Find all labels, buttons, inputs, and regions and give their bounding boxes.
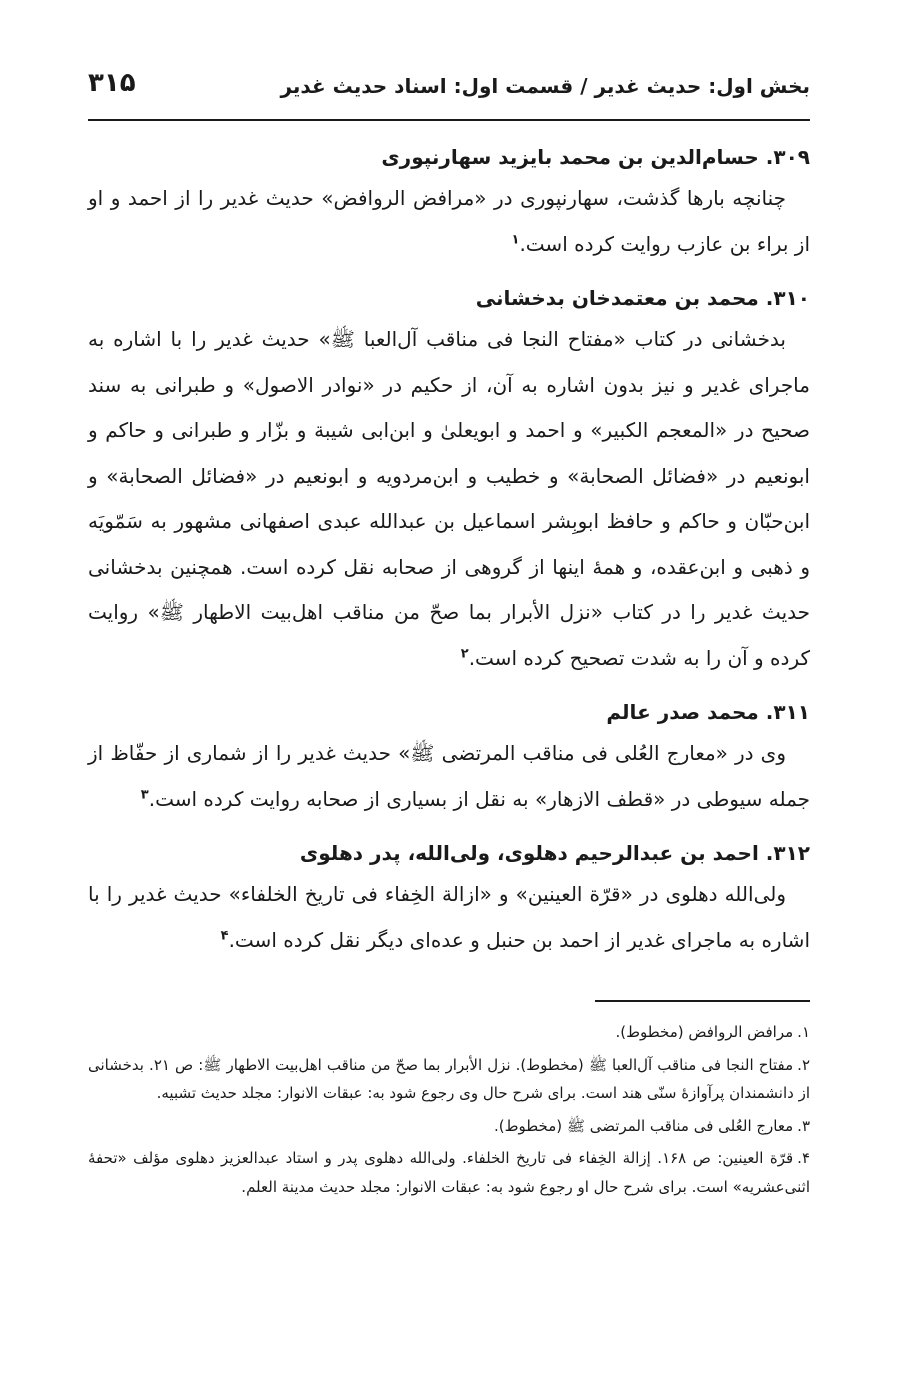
footnote-2 (88, 1051, 810, 1108)
footnote-reference[interactable]: ۱ (511, 231, 520, 247)
page-header (88, 68, 810, 112)
section-paragraph (88, 872, 810, 963)
footnote-1 (88, 1018, 810, 1047)
footnote-separator (595, 1000, 810, 1002)
footnote-3 (88, 1112, 810, 1141)
footnote-number: ۴. (797, 1149, 810, 1167)
footnote-text: مفتاح النجا فی مناقب آل‌العبا ﷺ (مخطوط). نزل الأبرار بما صحّ من مناقب اهل‌بیت الاطهار ﷺ: ص ۲۱. بدخشانی از دانشمندان پرآوازهٔ سنّی هند است. برای شرح حال وی رجوع شود به: عبقات الانوار: مجلد حدیث تشبیه. (88, 1055, 810, 1102)
section-heading: ۳۱۲. احمد بن عبدالرحیم دهلوی، ولی‌الله، پدر دهلوی (299, 841, 810, 865)
header-rule (88, 119, 810, 121)
footnote-number: ۳. (797, 1116, 810, 1135)
paragraph-text: چنانچه بارها گذشت، سهارنپوری در «مرافض الروافض» حدیث غدیر را از احمد و او از براء بن عازب روایت کرده است. (88, 186, 810, 256)
section-paragraph (88, 176, 810, 267)
paragraph-text: بدخشانی در کتاب «مفتاح النجا فی مناقب آل‌العبا ﷺ» حدیث غدیر را با اشاره به ماجرای غدیر و نیز بدون اشاره به آن، از حکیم در «نوادر الاصول» و طبرانی به سند صحیح در «المعجم الکبیر» و احمد و ابویعلیٰ و ابن‌ابی شیبة و بزّار و طبرانی و حاکم و ابونعیم در «فضائل الصحابة» و خطیب و ابن‌مردویه و ابونعیم در «فضائل الصحابة» و ابن‌حبّان و حاکم و حافظ ابوبِشر اسماعیل بن عبدالله عبدی اصفهانی مشهور به سَمّویَه و ذهبی و ابن‌عقده، و همهٔ اینها از گروهی از صحابه نقل کرده است. همچنین بدخشانی حدیث غدیر را در کتاب «نزل الأبرار بما صحّ من مناقب اهل‌بیت الاطهار ﷺ» روایت کرده و آن را به شدت تصحیح کرده است. (88, 327, 810, 670)
section-paragraph (88, 317, 810, 681)
footnote-reference[interactable]: ۲ (460, 645, 469, 661)
section-heading: ۳۰۹. حسام‌الدین بن محمد بایزید سهارنپوری (381, 145, 810, 169)
section-312 (88, 834, 810, 963)
section-heading: ۳۱۰. محمد بن معتمدخان بدخشانی (475, 286, 810, 310)
footnote-text: معارج العُلی فی مناقب المرتضی ﷺ (مخطوط). (494, 1116, 794, 1135)
footnote-number: ۲. (797, 1055, 810, 1074)
footnotes (88, 1018, 810, 1205)
document-page (88, 0, 810, 1390)
section-309 (88, 138, 810, 267)
page-number: ۳۱۵ (88, 68, 136, 98)
footnote-text: مرافض الروافض (مخطوط). (615, 1023, 794, 1041)
paragraph-text: ولی‌الله دهلوی در «قرّة العینین» و «ازالة الخِفاء فی تاریخ الخلفاء» حدیث غدیر را با اشاره به ماجرای غدیر از احمد بن حنبل و عده‌ای دیگر نقل کرده است. (88, 882, 810, 952)
section-heading: ۳۱۱. محمد صدر عالم (606, 700, 810, 724)
footnote-number: ۱. (797, 1023, 810, 1041)
footnote-reference[interactable]: ۳ (140, 786, 149, 802)
body-text (88, 138, 810, 975)
footnote-reference[interactable]: ۴ (220, 927, 229, 943)
footnote-text: قرّة العینین: ص ۱۶۸. إزالة الخِفاء فی تاریخ الخلفاء. ولی‌الله دهلوی پدر و استاد عبدالعزیز دهلوی مؤلف «تحفهٔ اثنی‌عشریه» است. برای شرح حال او رجوع شود به: عبقات الانوار: مجلد حدیث مدینة العلم. (88, 1149, 810, 1196)
footnote-4 (88, 1144, 810, 1201)
paragraph-text: وی در «معارج العُلی فی مناقب المرتضی ﷺ» حدیث غدیر را از شماری از حفّاظ از جمله سیوطی در «قطف الازهار» به نقل از بسیاری از صحابه روایت کرده است. (88, 741, 810, 811)
section-311 (88, 693, 810, 822)
section-310 (88, 279, 810, 681)
section-paragraph (88, 731, 810, 822)
running-head: بخش اول: حدیث غدیر / قسمت اول: اسناد حدیث غدیر (280, 74, 810, 98)
